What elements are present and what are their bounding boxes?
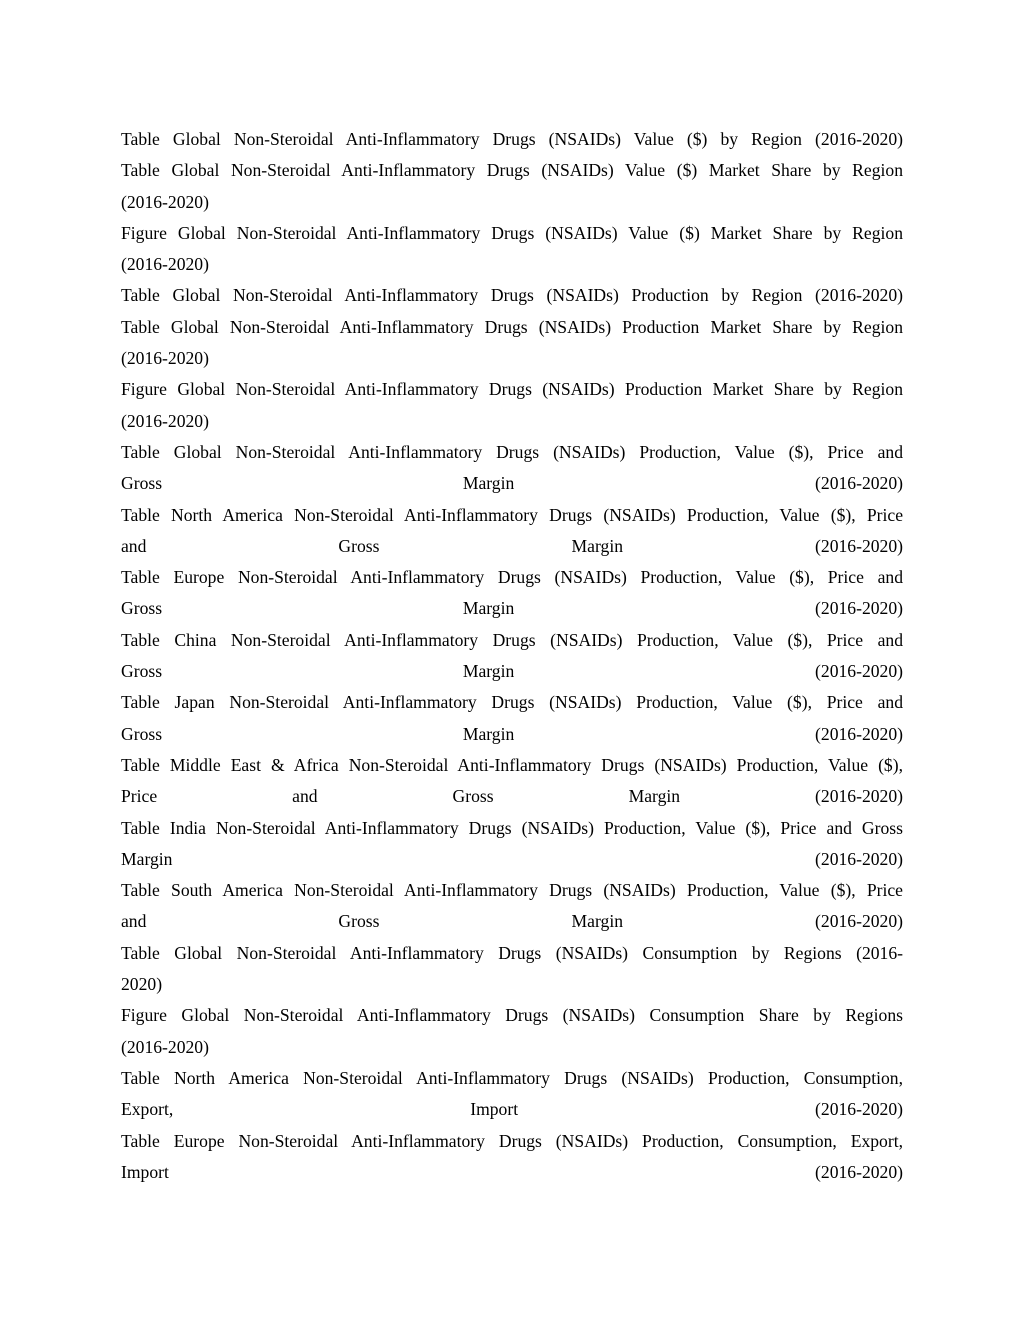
list-item-line: Figure Global Non-Steroidal Anti-Inflammatory Drugs (NSAIDs) Consumption Share by Regions bbox=[121, 1005, 903, 1026]
list-item bbox=[121, 687, 903, 750]
list-item-line: Gross Margin (2016-2020) bbox=[121, 723, 903, 744]
list-item bbox=[121, 1126, 903, 1189]
list-item bbox=[121, 312, 903, 375]
list-item-line: Table Japan Non-Steroidal Anti-Inflammatory Drugs (NSAIDs) Production, Value ($), Price and bbox=[121, 692, 903, 713]
list-item-line: 2020) bbox=[121, 974, 163, 995]
list-item-line: Figure Global Non-Steroidal Anti-Inflammatory Drugs (NSAIDs) Value ($) Market Share by Region bbox=[121, 222, 903, 243]
list-item bbox=[121, 1000, 903, 1063]
list-item-line: Export, Import (2016-2020) bbox=[121, 1099, 903, 1120]
list-item bbox=[121, 218, 903, 281]
list-item bbox=[121, 1063, 903, 1126]
list-item bbox=[121, 813, 903, 876]
list-item-line: Table Global Non-Steroidal Anti-Inflammatory Drugs (NSAIDs) Value ($) by Region (2016-2020) bbox=[121, 129, 903, 149]
list-item-line: Table China Non-Steroidal Anti-Inflammatory Drugs (NSAIDs) Production, Value ($), Price and bbox=[121, 629, 903, 650]
list-item bbox=[121, 562, 903, 625]
list-item-line: Gross Margin (2016-2020) bbox=[121, 598, 903, 619]
list-item-line: (2016-2020) bbox=[121, 254, 209, 275]
list-item-line: and Gross Margin (2016-2020) bbox=[121, 535, 903, 556]
list-item bbox=[121, 155, 903, 218]
list-item-line: (2016-2020) bbox=[121, 348, 209, 369]
list-item-line: Table Middle East & Africa Non-Steroidal Anti-Inflammatory Drugs (NSAIDs) Production, Value ($), bbox=[121, 754, 903, 775]
list-item-line: and Gross Margin (2016-2020) bbox=[121, 911, 903, 932]
list-item bbox=[121, 124, 903, 155]
list-item-line: Table Global Non-Steroidal Anti-Inflammatory Drugs (NSAIDs) Production by Region (2016-2020) bbox=[121, 285, 903, 306]
list-item-line: Figure Global Non-Steroidal Anti-Inflammatory Drugs (NSAIDs) Production Market Share by Region bbox=[121, 379, 903, 400]
list-item-line: Table Europe Non-Steroidal Anti-Inflammatory Drugs (NSAIDs) Production, Consumption, Export, bbox=[121, 1130, 903, 1151]
list-item-line: Table North America Non-Steroidal Anti-Inflammatory Drugs (NSAIDs) Production, Value ($), Price bbox=[121, 504, 903, 525]
list-item bbox=[121, 938, 903, 1001]
list-item bbox=[121, 374, 903, 437]
list-item bbox=[121, 280, 903, 311]
list-item-line: Table India Non-Steroidal Anti-Inflammatory Drugs (NSAIDs) Production, Value ($), Price and Gross bbox=[121, 817, 903, 838]
list-item bbox=[121, 437, 903, 500]
list-item-line: Import (2016-2020) bbox=[121, 1161, 903, 1182]
list-item bbox=[121, 750, 903, 813]
list-item-line: Table Global Non-Steroidal Anti-Inflammatory Drugs (NSAIDs) Value ($) Market Share by Region bbox=[121, 160, 903, 181]
list-item-line: Table Europe Non-Steroidal Anti-Inflammatory Drugs (NSAIDs) Production, Value ($), Price and bbox=[121, 567, 903, 588]
list-item-line: Table South America Non-Steroidal Anti-Inflammatory Drugs (NSAIDs) Production, Value ($), Price bbox=[121, 880, 903, 901]
list-item-line: Gross Margin (2016-2020) bbox=[121, 473, 903, 494]
list-item bbox=[121, 625, 903, 688]
list-item-line: Margin (2016-2020) bbox=[121, 848, 903, 869]
list-item bbox=[121, 875, 903, 938]
list-item-line: (2016-2020) bbox=[121, 1036, 209, 1057]
list-item bbox=[121, 500, 903, 563]
list-item-line: Table Global Non-Steroidal Anti-Inflammatory Drugs (NSAIDs) Production, Value ($), Price and bbox=[121, 441, 903, 462]
list-item-line: Gross Margin (2016-2020) bbox=[121, 661, 903, 682]
list-item-line: Table Global Non-Steroidal Anti-Inflammatory Drugs (NSAIDs) Production Market Share by Region bbox=[121, 316, 903, 337]
document-page bbox=[121, 124, 903, 1188]
list-item-line: (2016-2020) bbox=[121, 410, 209, 431]
list-item-line: Table Global Non-Steroidal Anti-Inflammatory Drugs (NSAIDs) Consumption by Regions (2016- bbox=[121, 942, 903, 963]
list-item-line: Price and Gross Margin (2016-2020) bbox=[121, 786, 903, 807]
list-item-line: Table North America Non-Steroidal Anti-Inflammatory Drugs (NSAIDs) Production, Consumption, bbox=[121, 1067, 903, 1088]
list-item-line: (2016-2020) bbox=[121, 191, 209, 212]
